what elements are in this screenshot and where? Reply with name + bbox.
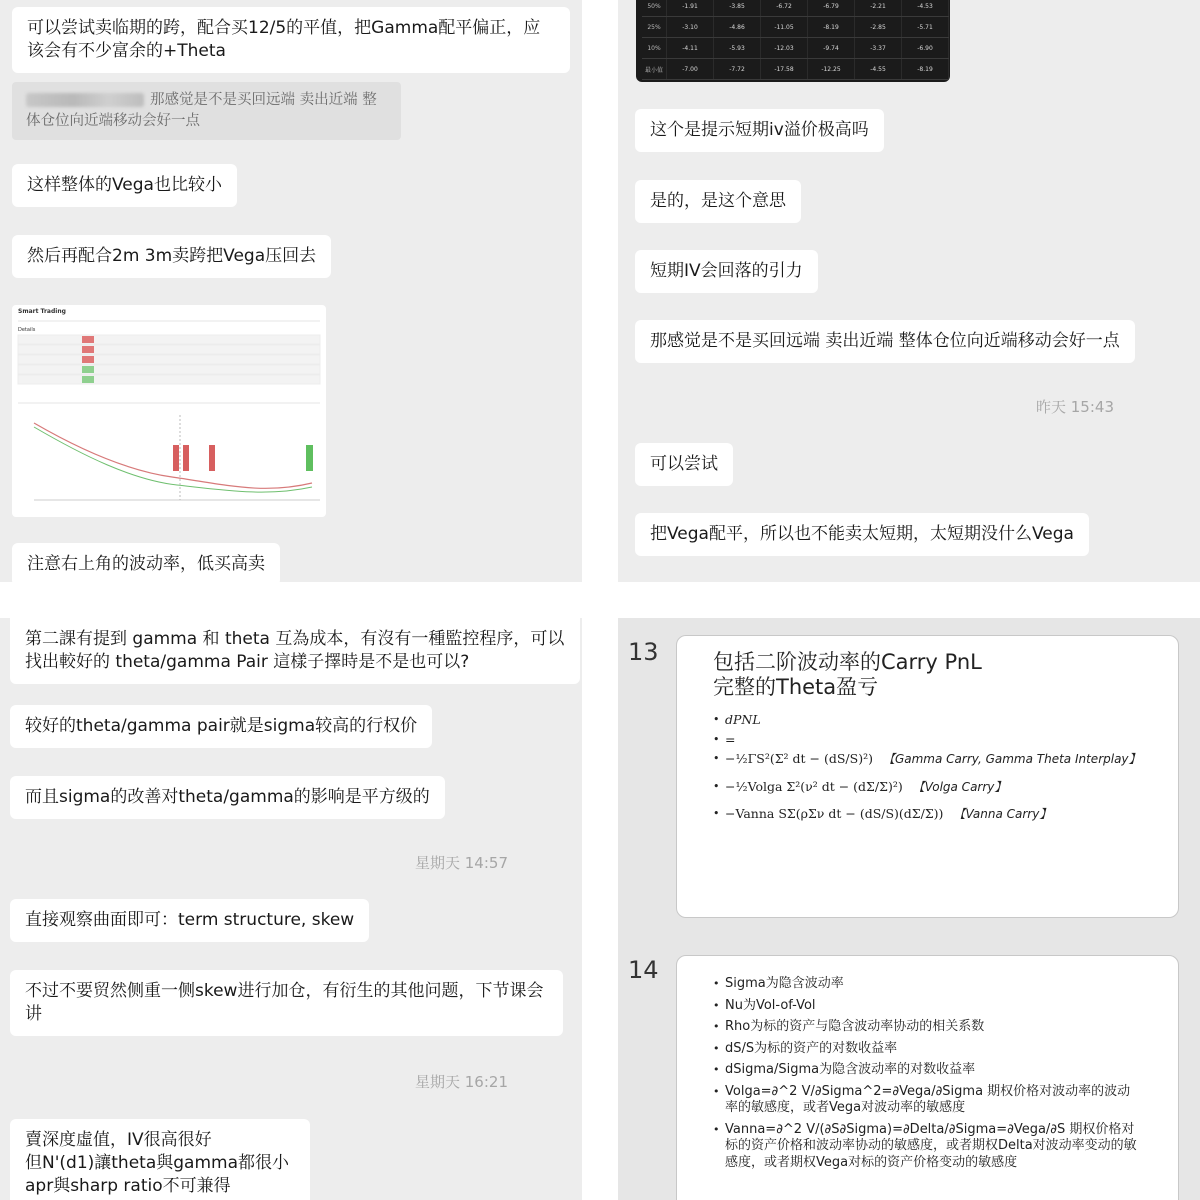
- table-cell: -6.79: [808, 0, 855, 17]
- table-cell: -1.91: [667, 0, 714, 17]
- screenshot-thumbnail[interactable]: [12, 305, 326, 517]
- table-cell: -6.72: [761, 0, 808, 17]
- list-item: [713, 779, 1141, 796]
- message-bubble[interactable]: 那感觉是不是买回远端 卖出近端 整体仓位向近端移动会好一点: [635, 320, 1135, 363]
- iv-percentile-table[interactable]: [636, 0, 950, 82]
- table-cell: -4.11: [667, 38, 714, 59]
- table-cell: -7.00: [667, 59, 714, 80]
- message-bubble[interactable]: 这个是提示短期iv溢价极高吗: [635, 109, 884, 152]
- timestamp: 星期天 16:21: [415, 1073, 508, 1091]
- table-row: [642, 17, 949, 38]
- slide-title-line: 完整的Theta盈亏: [713, 675, 879, 699]
- list-item: • Rho为标的资产与隐含波动率协动的相关系数: [713, 1019, 1143, 1036]
- formula-note: 【Vanna Carry】: [953, 807, 1052, 821]
- list-item: [713, 751, 1141, 768]
- table-cell: -12.03: [761, 38, 808, 59]
- table-cell: -4.55: [855, 59, 902, 80]
- message-bubble[interactable]: 较好的theta/gamma pair就是sigma较高的行权价: [10, 705, 432, 748]
- formula-note: 【Volga Carry】: [912, 779, 1007, 794]
- list-item: [713, 712, 1141, 729]
- table-cell: -11.05: [761, 17, 808, 38]
- formula-text: dPNL: [725, 712, 761, 727]
- quoted-message[interactable]: [12, 82, 401, 140]
- message-bubble[interactable]: 第二課有提到 gamma 和 theta 互為成本，有沒有一種監控程序，可以找出較好的 theta/gamma Pair 這樣子擇時是不是也可以?: [10, 618, 580, 684]
- table-cell: -3.10: [667, 17, 714, 38]
- message-bubble[interactable]: 这样整体的Vega也比较小: [12, 164, 237, 207]
- blurred-sender-name: [26, 93, 144, 107]
- message-bubble[interactable]: 直接观察曲面即可：term structure, skew: [10, 899, 369, 942]
- message-bubble[interactable]: 注意右上角的波动率，低买高卖: [12, 543, 280, 582]
- chat-panel-1: [0, 0, 582, 582]
- slide-13[interactable]: [676, 635, 1179, 918]
- list-item: [713, 732, 1141, 749]
- message-bubble[interactable]: 是的，是这个意思: [635, 180, 801, 223]
- row-label: 10%: [642, 38, 667, 59]
- formula-list: [713, 712, 1141, 834]
- list-item: • Vanna=∂^2 V/(∂S∂Sigma)=∂Delta/∂Sigma=∂Vega/∂S 期权价格对标的资产价格和波动率协动的敏感度，或者期权Delta对波动率变动的敏感度，或者期权Vega对标的资产价格变动的敏感度: [713, 1122, 1143, 1172]
- quote-text: 那感觉是不是买回远端 卖出近端 整体仓位向近端移动会好一点: [26, 92, 377, 129]
- table-row: [642, 0, 949, 17]
- message-bubble[interactable]: 短期IV会回落的引力: [635, 250, 818, 293]
- table-cell: -4.86: [714, 17, 761, 38]
- table-cell: -7.72: [714, 59, 761, 80]
- list-item: • dS/S为标的资产的对数收益率: [713, 1041, 1143, 1058]
- formula-text: =: [725, 731, 736, 747]
- table-cell: -2.21: [855, 0, 902, 17]
- list-item: • dSigma/Sigma为隐含波动率的对数收益率: [713, 1062, 1143, 1079]
- table-cell: -3.37: [855, 38, 902, 59]
- table-cell: -9.74: [808, 38, 855, 59]
- formula-note: 【Gamma Carry, Gamma Theta Interplay】: [882, 752, 1141, 766]
- row-label: 50%: [642, 0, 667, 17]
- table-cell: -5.71: [902, 17, 949, 38]
- table-row: [642, 38, 949, 59]
- list-item: • Volga=∂^2 V/∂Sigma^2=∂Vega/∂Sigma 期权价格对波动率的波动率的敏感度，或者Vega对波动率的敏感度: [713, 1084, 1143, 1117]
- table-cell: -4.53: [902, 0, 949, 17]
- table-cell: -17.58: [761, 59, 808, 80]
- table-cell: -12.25: [808, 59, 855, 80]
- table-cell: -6.90: [902, 38, 949, 59]
- thumbnail-details-label: Details: [18, 327, 36, 333]
- definition-list: [713, 976, 1143, 1176]
- table-row: [642, 59, 949, 80]
- message-bubble[interactable]: 然后再配合2m 3m卖跨把Vega压回去: [12, 235, 331, 278]
- thumbnail-title: Smart Trading: [18, 308, 66, 315]
- gamma-carry-formula: −½ΓS²(Σ² dt − (dS/S)²): [725, 751, 873, 766]
- table-cell: -5.93: [714, 38, 761, 59]
- list-item: [713, 806, 1141, 823]
- message-bubble[interactable]: 可以尝试: [635, 443, 733, 486]
- list-item: • Nu为Vol-of-Vol: [713, 998, 1143, 1015]
- message-bubble[interactable]: 不过不要贸然侧重一侧skew进行加仓，有衍生的其他问题，下节课会讲: [10, 970, 563, 1036]
- timestamp: 昨天 15:43: [1036, 398, 1114, 416]
- message-bubble[interactable]: 可以尝试卖临期的跨，配合买12/5的平值，把Gamma配平偏正，应该会有不少富余的+Theta: [12, 7, 570, 73]
- volga-carry-formula: −½Volga Σ²(ν² dt − (dΣ/Σ)²): [725, 778, 903, 794]
- chat-panel-3: [0, 618, 582, 1200]
- timestamp: 星期天 14:57: [415, 854, 508, 872]
- vanna-carry-formula: −Vanna SΣ(ρΣν dt − (dS/S)(dΣ/Σ)): [725, 806, 944, 821]
- table-cell: -3.85: [714, 0, 761, 17]
- slide-title-line: 包括二阶波动率的Carry PnL: [713, 650, 982, 674]
- table-cell: -8.19: [902, 59, 949, 80]
- table-cell: -8.19: [808, 17, 855, 38]
- slide-number: 13: [628, 638, 659, 666]
- slides-panel: [618, 618, 1200, 1200]
- slide-number: 14: [628, 956, 659, 984]
- chat-panel-2: [618, 0, 1200, 582]
- message-bubble[interactable]: 而且sigma的改善对theta/gamma的影响是平方级的: [10, 776, 445, 819]
- message-bubble[interactable]: 把Vega配平，所以也不能卖太短期，太短期没什么Vega: [635, 513, 1089, 556]
- list-item: • Sigma为隐含波动率: [713, 976, 1143, 993]
- message-bubble[interactable]: 賣深度虛值，IV很高很好 但N'(d1)讓theta與gamma都很小 apr與sharp ratio不可兼得: [10, 1119, 310, 1200]
- slide-title: [713, 650, 982, 700]
- slide-14[interactable]: [676, 955, 1179, 1200]
- thumbnail-image: [12, 305, 326, 517]
- row-label: 最小值: [642, 59, 667, 80]
- row-label: 25%: [642, 17, 667, 38]
- table-cell: -2.85: [855, 17, 902, 38]
